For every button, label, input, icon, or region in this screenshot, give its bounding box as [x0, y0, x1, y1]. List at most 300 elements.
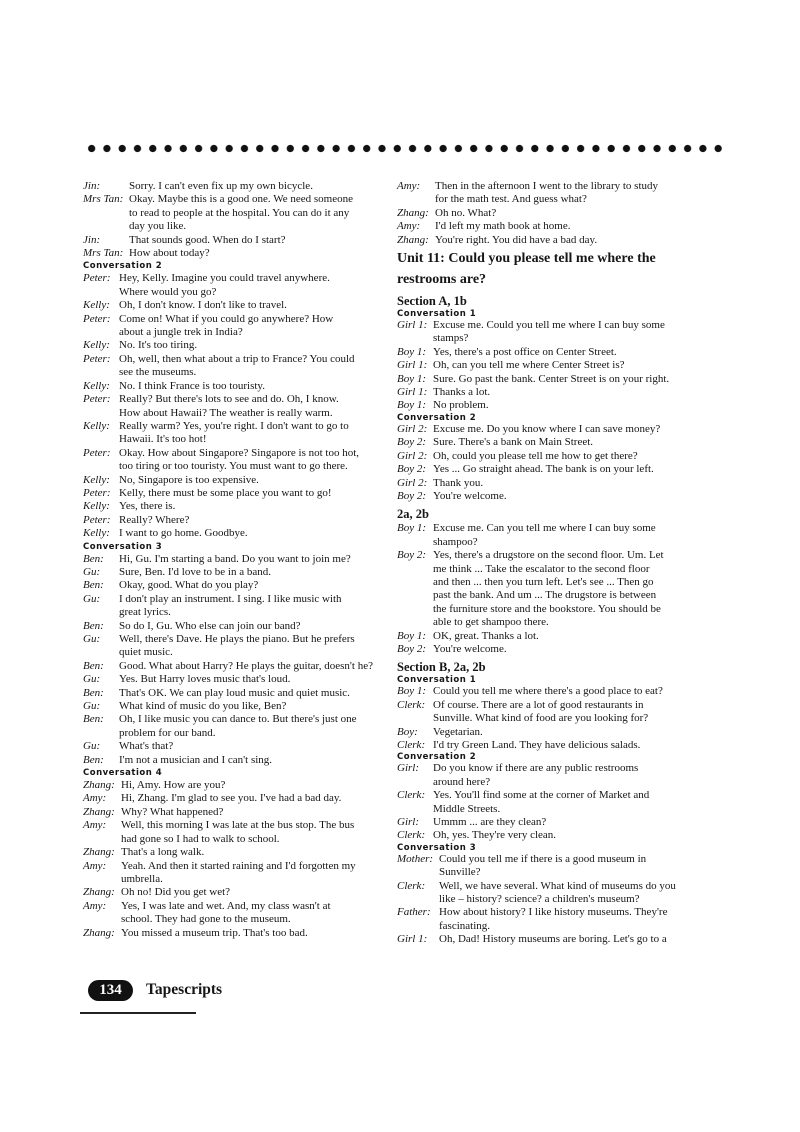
- utterance-line: Oh, well, then what about a trip to France? You could: [119, 352, 355, 365]
- utterance-text: [121, 927, 383, 940]
- speaker-label: Boy 2:: [397, 436, 427, 449]
- dialogue-turn: [83, 420, 383, 447]
- utterance-line: Oh, I like music you can dance to. But there's just one: [119, 713, 357, 726]
- utterance-line: day you like.: [129, 220, 187, 233]
- dialogue-turn: [83, 313, 383, 340]
- utterance-line: Do you know if there are any public restrooms: [433, 762, 639, 775]
- utterance-text: [121, 819, 383, 846]
- utterance-line: Yes, there's a post office on Center Street.: [433, 345, 617, 358]
- utterance-line: Hi, Gu. I'm starting a band. Do you want to join me?: [119, 552, 351, 565]
- speaker-label: Ben:: [83, 753, 104, 766]
- dialogue-turn: [397, 762, 700, 789]
- utterance-text: [433, 789, 700, 816]
- speaker-label: Peter:: [83, 312, 111, 325]
- dialogue-turn: [397, 906, 700, 933]
- dialogue-turn: [397, 726, 700, 739]
- speaker-label: Ben:: [83, 686, 104, 699]
- speaker-label: Amy:: [397, 220, 421, 233]
- utterance-line: Hi, Zhang. I'm glad to see you. I've had a bad day.: [121, 792, 342, 805]
- dialogue-turn: [83, 579, 383, 592]
- utterance-line: Ummm ... are they clean?: [433, 816, 547, 829]
- utterance-line: shampoo?: [433, 535, 478, 548]
- dialogue-turn: [83, 593, 383, 620]
- speaker-label: Boy 2:: [397, 489, 427, 502]
- utterance-line: Yes. You'll find some at the corner of Market and: [433, 789, 650, 802]
- dialogue-turn: [83, 272, 383, 299]
- utterance-line: Vegetarian.: [433, 725, 483, 738]
- utterance-line: Come on! What if you could go anywhere? How: [119, 312, 334, 325]
- utterance-text: [119, 339, 383, 352]
- dialogue-turn: [397, 359, 700, 372]
- speaker-label: Gu:: [83, 565, 101, 578]
- utterance-line: Yes, there's a drugstore on the second floor. Um. Let: [433, 549, 664, 562]
- speaker-label: Boy 1:: [397, 685, 427, 698]
- utterance-line: No, Singapore is too expensive.: [119, 473, 259, 486]
- speaker-label: Ben:: [83, 659, 104, 672]
- utterance-line: Where would you go?: [119, 285, 217, 298]
- speaker-label: Girl 2:: [397, 449, 428, 462]
- dialogue-turn: [83, 792, 383, 805]
- dialogue-turn: [83, 886, 383, 899]
- dialogue-turn: [397, 463, 700, 476]
- dialogue-turn: [83, 673, 383, 686]
- utterance-text: [119, 620, 383, 633]
- speaker-label: Boy 1:: [397, 522, 427, 535]
- utterance-line: Could you tell me if there is a good museum in: [439, 852, 647, 865]
- utterance-text: [119, 553, 383, 566]
- dialogue-turn: [397, 423, 700, 436]
- speaker-label: Clerk:: [397, 698, 426, 711]
- dialogue-turn: [397, 490, 700, 503]
- utterance-line: Yeah. And then it started raining and I'd forgotten my: [121, 859, 356, 872]
- utterance-line: Well, we have several. What kind of museums do you: [439, 879, 676, 892]
- speaker-label: Girl 1:: [397, 359, 428, 372]
- speaker-label: Kelly:: [83, 500, 110, 513]
- utterance-line: Kelly, there must be some place you want to go!: [119, 486, 332, 499]
- utterance-text: [119, 272, 383, 299]
- utterance-line: Okay, good. What do you play?: [119, 579, 259, 592]
- dialogue-turn: [397, 220, 700, 233]
- utterance-text: [433, 463, 700, 476]
- dialogue-turn: [83, 474, 383, 487]
- dialogue-turn: [83, 713, 383, 740]
- speaker-label: Ben:: [83, 619, 104, 632]
- utterance-text: [433, 423, 700, 436]
- utterance-text: [433, 549, 700, 629]
- utterance-text: [119, 299, 383, 312]
- speaker-label: Kelly:: [83, 339, 110, 352]
- utterance-line: Well, there's Dave. He plays the piano. But he prefers: [119, 633, 355, 645]
- dialogue-turn: [83, 180, 383, 193]
- speaker-label: Clerk:: [397, 829, 426, 842]
- utterance-text: [435, 234, 700, 247]
- utterance-line: Oh no! Did you get wet?: [121, 886, 231, 899]
- conversation-heading: Conversation 2: [83, 261, 163, 272]
- utterance-text: [119, 687, 383, 700]
- page-number-badge: 134: [88, 980, 133, 1001]
- dialogue-turn: [83, 393, 383, 420]
- utterance-text: [129, 193, 383, 233]
- utterance-text: [119, 514, 383, 527]
- dialogue-turn: [83, 687, 383, 700]
- speaker-label: Ben:: [83, 713, 104, 726]
- utterance-line: Sure. There's a bank on Main Street.: [433, 436, 594, 449]
- utterance-text: [119, 500, 383, 513]
- dialogue-turn: [83, 660, 383, 673]
- utterance-line: Hawaii. It's too hot!: [119, 433, 207, 446]
- utterance-line: What kind of music do you like, Ben?: [119, 700, 287, 713]
- speaker-label: Amy:: [83, 859, 107, 872]
- utterance-text: [119, 593, 383, 620]
- dialogue-turn: [83, 620, 383, 633]
- dialogue-turn: [397, 180, 700, 207]
- conversation-heading: Conversation 1: [397, 675, 477, 686]
- utterance-text: [433, 373, 700, 386]
- utterance-line: see the museums.: [119, 366, 197, 379]
- utterance-text: [119, 566, 383, 579]
- utterance-line: Thank you.: [433, 476, 484, 489]
- conversation-heading: Conversation 4: [83, 768, 163, 779]
- utterance-text: [439, 906, 700, 933]
- utterance-line: Good. What about Harry? He plays the guitar, doesn't he?: [119, 659, 373, 672]
- speaker-label: Zhang:: [83, 886, 115, 899]
- right-column: [397, 180, 700, 947]
- dialogue-turn: [83, 900, 383, 927]
- dialogue-turn: [83, 819, 383, 846]
- utterance-text: [121, 886, 383, 899]
- dialogue-turn: [397, 933, 700, 946]
- dialogue-turn: [83, 193, 383, 233]
- utterance-text: [433, 685, 700, 698]
- utterance-text: [119, 673, 383, 686]
- utterance-line: How about history? I like history museums. They're: [439, 906, 668, 919]
- speaker-label: Peter:: [83, 352, 111, 365]
- utterance-line: You're right. You did have a bad day.: [435, 233, 598, 246]
- utterance-line: That's OK. We can play loud music and quiet music.: [119, 686, 350, 699]
- speaker-label: Boy:: [397, 725, 418, 738]
- utterance-text: [433, 762, 700, 789]
- dialogue-turn: [397, 739, 700, 752]
- dialogue-turn: [397, 699, 700, 726]
- utterance-text: [129, 234, 383, 247]
- utterance-text: [119, 527, 383, 540]
- utterance-line: and then ... then you turn left. Let's see ... Then go: [433, 575, 654, 588]
- dialogue-turn: [83, 447, 383, 474]
- utterance-text: [433, 477, 700, 490]
- utterance-line: Oh, Dad! History museums are boring. Let's go to a: [439, 933, 667, 946]
- utterance-line: Middle Streets.: [433, 802, 501, 815]
- utterance-text: [433, 816, 700, 829]
- left-column: [83, 180, 383, 940]
- utterance-text: [433, 359, 700, 372]
- utterance-line: for the math test. And guess what?: [435, 193, 587, 206]
- speaker-label: Girl 2:: [397, 422, 428, 435]
- dialogue-turn: [83, 299, 383, 312]
- utterance-line: Oh, yes. They're very clean.: [433, 829, 557, 842]
- utterance-line: umbrella.: [121, 872, 163, 885]
- utterance-text: [433, 490, 700, 503]
- utterance-line: Sure. Go past the bank. Center Street is on your right.: [433, 372, 670, 385]
- speaker-label: Girl 1:: [397, 933, 428, 946]
- dialogue-turn: [397, 880, 700, 907]
- utterance-text: [433, 630, 700, 643]
- dialogue-turn: [83, 234, 383, 247]
- utterance-line: too tiring or too touristy. You must want to go there.: [119, 460, 348, 473]
- speaker-label: Kelly:: [83, 473, 110, 486]
- unit-heading-line: restrooms are?: [397, 271, 487, 287]
- speaker-label: Boy 2:: [397, 642, 427, 655]
- speaker-label: Peter:: [83, 393, 111, 406]
- utterance-text: [433, 522, 700, 549]
- utterance-text: [119, 487, 383, 500]
- utterance-line: quiet music.: [119, 646, 173, 659]
- dialogue-turn: [83, 553, 383, 566]
- utterance-line: Okay. How about Singapore? Singapore is not too hot,: [119, 446, 360, 459]
- speaker-label: Gu:: [83, 633, 101, 645]
- speaker-label: Peter:: [83, 272, 111, 285]
- utterance-text: [121, 792, 383, 805]
- utterance-text: [121, 779, 383, 792]
- utterance-line: No. I think France is too touristy.: [119, 379, 265, 392]
- dialogue-turn: [397, 630, 700, 643]
- utterance-text: [433, 319, 700, 346]
- utterance-line: Yes, I was late and wet. And, my class wasn't at: [121, 899, 331, 912]
- dialogue-turn: [83, 339, 383, 352]
- utterance-line: like – history? science? a children's museum?: [439, 893, 640, 906]
- utterance-text: [435, 220, 700, 233]
- dialogue-turn: [397, 399, 700, 412]
- utterance-line: Sorry. I can't even fix up my own bicycle.: [129, 180, 313, 192]
- dialogue-turn: [397, 522, 700, 549]
- utterance-text: [433, 436, 700, 449]
- speaker-label: Gu:: [83, 592, 101, 605]
- utterance-line: Okay. Maybe this is a good one. We need someone: [129, 193, 353, 206]
- dialogue-turn: [397, 643, 700, 656]
- dialogue-turn: [397, 829, 700, 842]
- utterance-text: [119, 633, 383, 660]
- conversation-heading: Conversation 2: [397, 412, 477, 423]
- speaker-label: Mrs Tan:: [83, 247, 124, 260]
- dialogue-turn: [83, 806, 383, 819]
- utterance-line: Yes. But Harry loves music that's loud.: [119, 673, 291, 686]
- utterance-text: [433, 399, 700, 412]
- dialogue-turn: [83, 860, 383, 887]
- utterance-line: Oh, could you please tell me how to get there?: [433, 449, 638, 462]
- section-heading: Section B, 2a, 2b: [397, 660, 486, 675]
- speaker-label: Girl 1:: [397, 319, 428, 332]
- dialogue-turn: [83, 633, 383, 660]
- speaker-label: Amy:: [83, 819, 107, 832]
- utterance-line: had gone so I had to walk to school.: [121, 832, 280, 845]
- conversation-heading: Conversation 3: [397, 842, 477, 853]
- speaker-label: Amy:: [83, 792, 107, 805]
- speaker-label: Boy 1:: [397, 399, 427, 412]
- utterance-line: fascinating.: [439, 919, 491, 932]
- speaker-label: Clerk:: [397, 789, 426, 802]
- utterance-line: Sure, Ben. I'd love to be in a band.: [119, 565, 271, 578]
- utterance-text: [119, 713, 383, 740]
- dialogue-turn: [397, 234, 700, 247]
- utterance-text: [433, 450, 700, 463]
- utterance-line: I want to go home. Goodbye.: [119, 527, 248, 540]
- utterance-line: I'm not a musician and I can't sing.: [119, 753, 273, 766]
- speaker-label: Girl:: [397, 816, 419, 829]
- utterance-line: Hi, Amy. How are you?: [121, 779, 226, 792]
- speaker-label: Girl 1:: [397, 386, 428, 399]
- utterance-text: [439, 853, 700, 880]
- dialogue-turn: [397, 853, 700, 880]
- dialogue-turn: [83, 846, 383, 859]
- utterance-text: [129, 180, 383, 193]
- utterance-line: Could you tell me where there's a good place to eat?: [433, 685, 663, 698]
- utterance-text: [433, 643, 700, 656]
- utterance-line: school. They had gone to the museum.: [121, 913, 291, 926]
- speaker-label: Gu:: [83, 700, 101, 713]
- utterance-line: What's that?: [119, 740, 174, 753]
- dialogue-turn: [83, 353, 383, 380]
- speaker-label: Jin:: [83, 233, 101, 246]
- utterance-line: Oh, can you tell me where Center Street is?: [433, 359, 625, 372]
- utterance-line: Thanks a lot.: [433, 386, 491, 399]
- speaker-label: Peter:: [83, 446, 111, 459]
- dialogue-turn: [83, 247, 383, 260]
- utterance-line: Really warm? Yes, you're right. I don't want to go to: [119, 419, 349, 432]
- dialogue-turn: [83, 527, 383, 540]
- utterance-text: [433, 346, 700, 359]
- dialogue-turn: [397, 346, 700, 359]
- speaker-label: Mrs Tan:: [83, 193, 124, 206]
- utterance-line: the furniture store and the bookstore. You should be: [433, 602, 661, 615]
- conversation-heading: Conversation 3: [83, 541, 163, 552]
- utterance-text: [119, 740, 383, 753]
- utterance-line: Yes, there is.: [119, 500, 176, 513]
- dialogue-turn: [83, 380, 383, 393]
- utterance-text: [129, 247, 383, 260]
- utterance-text: [119, 353, 383, 380]
- utterance-text: [119, 474, 383, 487]
- dialogue-turn: [83, 700, 383, 713]
- speaker-label: Mother:: [397, 852, 434, 865]
- dialogue-turn: [397, 436, 700, 449]
- speaker-label: Zhang:: [397, 233, 429, 246]
- speaker-label: Ben:: [83, 552, 104, 565]
- speaker-label: Gu:: [83, 673, 101, 686]
- dialogue-turn: [83, 740, 383, 753]
- utterance-text: [119, 393, 383, 420]
- speaker-label: Girl 2:: [397, 476, 428, 489]
- utterance-text: [121, 806, 383, 819]
- utterance-text: [439, 933, 700, 946]
- utterance-line: to read to people at the hospital. You can do it any: [129, 206, 350, 219]
- dialogue-turn: [397, 386, 700, 399]
- utterance-text: [435, 207, 700, 220]
- utterance-text: [119, 380, 383, 393]
- section-heading: 2a, 2b: [397, 507, 429, 522]
- speaker-label: Kelly:: [83, 379, 110, 392]
- utterance-text: [119, 754, 383, 767]
- speaker-label: Father:: [397, 906, 431, 919]
- utterance-line: stamps?: [433, 332, 469, 345]
- utterance-line: I'd try Green Land. They have delicious salads.: [433, 739, 641, 751]
- utterance-line: No. It's too tiring.: [119, 339, 198, 352]
- speaker-label: Boy 2:: [397, 463, 427, 476]
- utterance-text: [119, 579, 383, 592]
- utterance-line: Of course. There are a lot of good restaurants in: [433, 698, 644, 711]
- conversation-heading: Conversation 1: [397, 309, 477, 320]
- utterance-line: Well, this morning I was late at the bus stop. The bus: [121, 819, 355, 832]
- utterance-line: great lyrics.: [119, 606, 171, 619]
- conversation-heading: Conversation 2: [397, 752, 477, 763]
- speaker-label: Girl:: [397, 762, 419, 775]
- utterance-text: [435, 180, 700, 207]
- utterance-line: able to get shampoo there.: [433, 616, 549, 629]
- utterance-text: [119, 447, 383, 474]
- dialogue-turn: [83, 779, 383, 792]
- utterance-line: Yes ... Go straight ahead. The bank is on your left.: [433, 463, 654, 476]
- utterance-text: [439, 880, 700, 907]
- speaker-label: Peter:: [83, 486, 111, 499]
- utterance-text: [433, 699, 700, 726]
- utterance-line: Really? But there's lots to see and do. Oh, I know.: [119, 393, 339, 406]
- dialogue-turn: [397, 450, 700, 463]
- speaker-label: Kelly:: [83, 419, 110, 432]
- utterance-line: me think ... Take the escalator to the second floor: [433, 562, 650, 575]
- dialogue-turn: [83, 566, 383, 579]
- speaker-label: Gu:: [83, 740, 101, 753]
- utterance-line: Oh, I don't know. I don't like to travel.: [119, 299, 287, 312]
- utterance-line: problem for our band.: [119, 726, 216, 739]
- speaker-label: Zhang:: [83, 805, 115, 818]
- speaker-label: Kelly:: [83, 299, 110, 312]
- utterance-line: Oh no. What?: [435, 206, 497, 219]
- utterance-line: How about today?: [129, 247, 210, 260]
- utterance-line: around here?: [433, 775, 491, 788]
- speaker-label: Boy 2:: [397, 549, 427, 562]
- utterance-line: OK, great. Thanks a lot.: [433, 629, 539, 642]
- utterance-line: No problem.: [433, 399, 489, 412]
- utterance-text: [433, 386, 700, 399]
- utterance-line: How about Hawaii? The weather is really warm.: [119, 406, 333, 419]
- speaker-label: Zhang:: [83, 779, 115, 792]
- dialogue-turn: [397, 549, 700, 629]
- dialogue-turn: [83, 500, 383, 513]
- utterance-line: I'd left my math book at home.: [435, 220, 571, 233]
- dialogue-turn: [83, 487, 383, 500]
- dialogue-turn: [397, 373, 700, 386]
- speaker-label: Clerk:: [397, 739, 426, 751]
- speaker-label: Amy:: [397, 180, 421, 192]
- speaker-label: Clerk:: [397, 879, 426, 892]
- utterance-line: You're welcome.: [433, 642, 507, 655]
- utterance-line: I don't play an instrument. I sing. I like music with: [119, 592, 342, 605]
- utterance-text: [121, 900, 383, 927]
- utterance-text: [119, 420, 383, 447]
- speaker-label: Zhang:: [83, 846, 115, 859]
- utterance-line: Excuse me. Could you tell me where I can buy some: [433, 319, 665, 332]
- speaker-label: Zhang:: [397, 206, 429, 219]
- utterance-text: [121, 846, 383, 859]
- utterance-line: about a jungle trek in India?: [119, 326, 243, 339]
- dialogue-turn: [397, 319, 700, 346]
- unit-heading-line: Unit 11: Could you please tell me where the: [397, 251, 656, 267]
- utterance-line: You missed a museum trip. That's too bad.: [121, 926, 308, 939]
- speaker-label: Jin:: [83, 180, 101, 192]
- dialogue-turn: [397, 477, 700, 490]
- utterance-text: [119, 700, 383, 713]
- speaker-label: Boy 1:: [397, 629, 427, 642]
- utterance-line: Sunville. What kind of food are you looking for?: [433, 712, 649, 725]
- dialogue-turn: [83, 754, 383, 767]
